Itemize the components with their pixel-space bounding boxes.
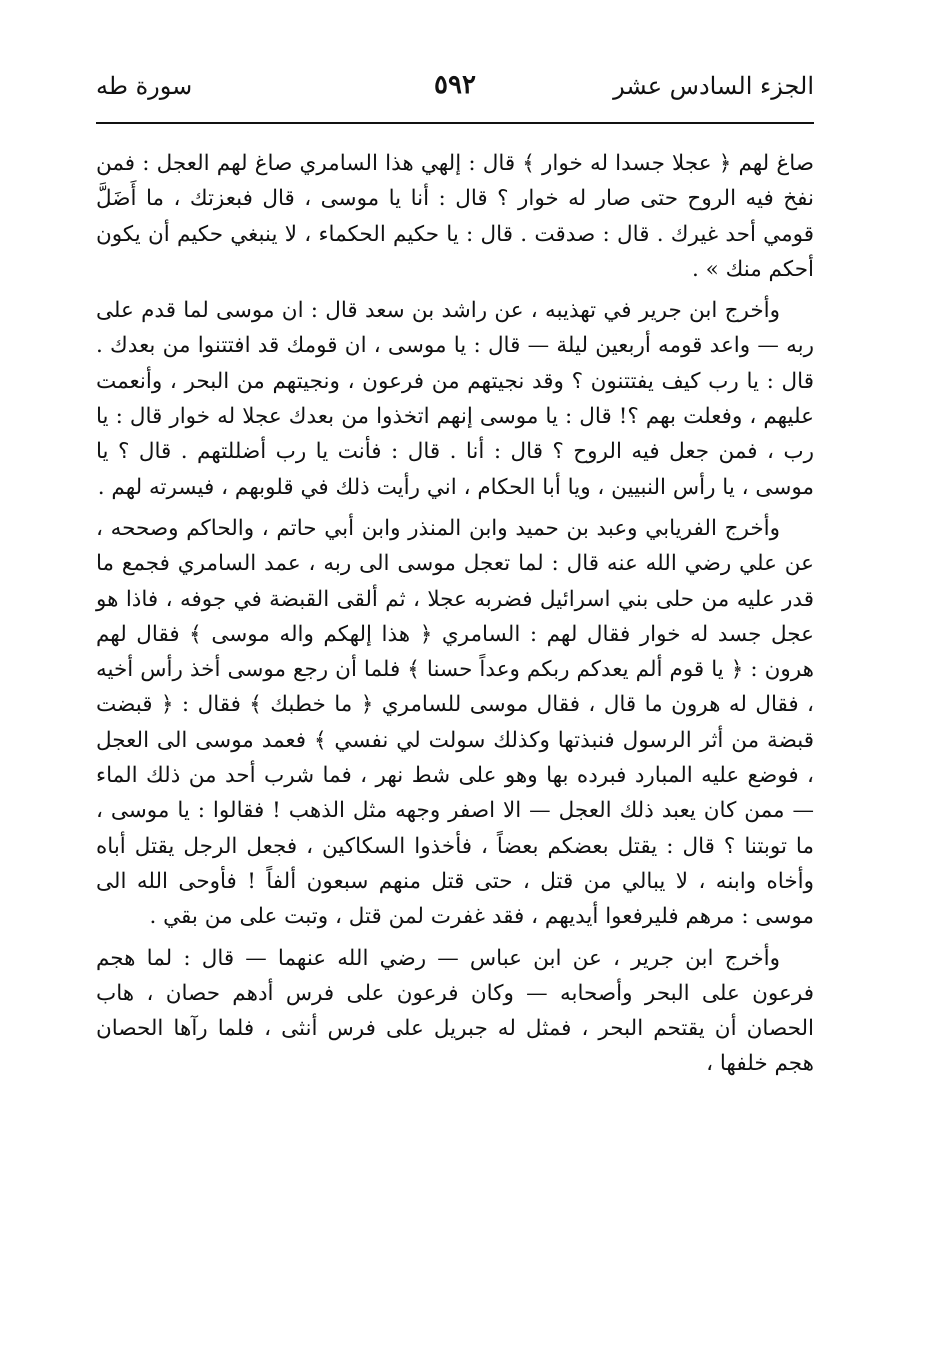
paragraph-1: صاغ لهم ﴿ عجلا جسدا له خوار ﴾ قال : إلهي هذا السامري صاغ لهم العجل : فمن نفخ فيه الروح حتى صار له خوار ؟ قال : أنا يا موسى ، قال فبعزتك ، ما أَضَلَّ قومي أحد غيرك . قال : صدقت . قال : يا حكيم الحكماء ، لا ينبغي حكيم أن يكون أحكم منك » . xyxy=(96,151,814,282)
paragraph-4: وأخرج ابن جرير ، عن ابن عباس — رضي الله عنهما — قال : لما هجم فرعون على البحر وأصحابه — وكان فرعون على فرس أدهم حصان ، هاب الحصان أن يقتحم البحر ، فمثل له جبريل على فرس أنثى ، فلما رآها الحصان هجم خلفها ، xyxy=(96,945,814,1077)
surah-title: سورة طه xyxy=(96,72,193,100)
paragraph-3: وأخرج الفريابي وعبد بن حميد وابن المنذر وابن أبي حاتم ، والحاكم وصححه ، عن علي رضي الله عنه قال : لما تعجل موسى الى ربه ، عمد السامري فجمع ما قدر عليه من حلى بني اسرائيل فضربه عجلا ، ثم ألقى القبضة في جوفه ، فاذا هو عجل جسد له خوار فقال لهم : السامري ﴿ هذا إلهكم واله موسى ﴾ فقال لهم هرون : ﴿ يا قوم ألم يعدكم ربكم وعداً حسنا ﴾ فلما أن رجع موسى أخذ رأس أخيه ، فقال له هرون ما قال ، فقال موسى للسامري ﴿ ما خطبك ﴾ فقال : ﴿ قبضت قبضة من أثر الرسول فنبذتها وكذلك سولت لي نفسي ﴾ فعمد موسى الى العجل ، فوضع عليه المبارد فبرده بها وهو على شط نهر ، فما شرب أحد من ذلك الماء — ممن كان يعبد ذلك العجل — الا اصفر وجهه مثل الذهب ! فقالوا : يا موسى ، ما توبتنا ؟ قال : يقتل بعضكم بعضاً ، فأخذوا السكاكين ، فجعل الرجل يقتل أباه وأخاه وابنه ، لا يبالي من قتل ، حتى قتل منهم سبعون ألفاً ! فأوحى الله الى موسى : مرهم فليرفعوا أيديهم ، فقد غفرت لمن قتل ، وتبت على من بقي . xyxy=(96,515,814,930)
part-title: الجزء السادس عشر xyxy=(613,72,814,100)
page-header xyxy=(96,60,814,124)
page-number: ٥٩٢ xyxy=(434,70,476,100)
page-body xyxy=(96,124,814,1082)
paragraph-2: وأخرج ابن جرير في تهذيبه ، عن راشد بن سعد قال : ان موسى لما قدم على ربه — واعد قومه أربعين ليلة — قال : يا موسى ، ان قومك قد افتتنوا من بعدك . قال : يا رب كيف يفتتنون ؟ وقد نجيتهم من فرعون ، ونجيتهم من البحر ، وأنعمت عليهم ، وفعلت بهم ؟! قال : يا موسى إنهم اتخذوا من بعدك عجلا له خوار قال : يا رب ، فمن جعل فيه الروح ؟ قال : أنا . قال : فأنت يا رب أضللتهم . قال ؟ يا موسى ، يا رأس النبيين ، ويا أبا الحكام ، اني رأيت ذلك في قلوبهم ، فيسرته لهم . xyxy=(96,298,814,500)
book-page xyxy=(96,60,814,1330)
